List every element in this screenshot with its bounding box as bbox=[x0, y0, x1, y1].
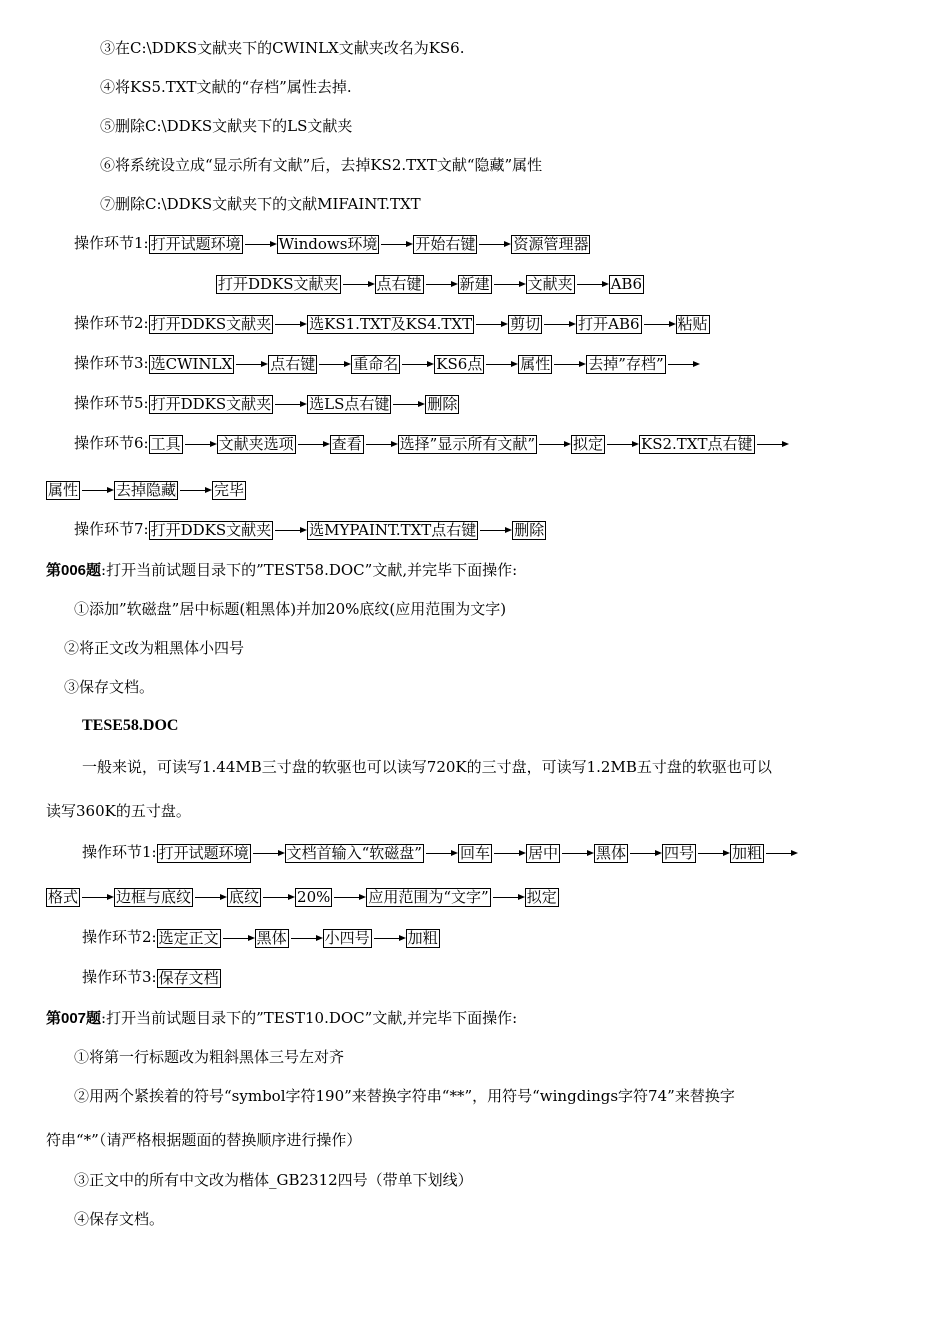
step-label: 操作环节3: bbox=[82, 968, 157, 986]
step-box: 格式 bbox=[48, 887, 79, 906]
arrow-icon bbox=[552, 356, 586, 373]
step-box: 粘贴 bbox=[677, 314, 708, 333]
q006-item-1: ①添加”软磁盘”居中标题(粗黑体)并加20%底纹(应用范围为文字) bbox=[74, 600, 507, 618]
arrow-icon bbox=[484, 356, 518, 373]
q006-item-3: ③保存文档。 bbox=[64, 678, 155, 696]
step-box: 打开试题环境 bbox=[150, 234, 241, 253]
arrow-icon bbox=[477, 236, 511, 253]
step-box: 文献夹 bbox=[527, 274, 573, 293]
step-box: 点右键 bbox=[270, 354, 316, 373]
q005-step-3 bbox=[74, 353, 700, 374]
step-box: 重命名 bbox=[353, 354, 399, 373]
step-box: 边框与底纹 bbox=[116, 887, 192, 906]
step-box: 拟定 bbox=[573, 434, 604, 453]
arrow-icon bbox=[755, 436, 789, 453]
q006-heading bbox=[46, 560, 517, 581]
arrow-icon bbox=[400, 356, 434, 373]
step-label: 操作环节5: bbox=[74, 394, 149, 412]
arrow-icon bbox=[492, 276, 526, 293]
q005-item-5: ⑤删除C:\DDKS文献夹下的LS文献夹 bbox=[100, 117, 353, 135]
arrow-icon bbox=[424, 845, 458, 862]
q007-item-2: ②用两个紧挨着的符号“symbol字符190”来替换字符串“**”，用符号“wingdings字符74”来替换字 bbox=[74, 1087, 735, 1105]
q005-step-6-cont bbox=[46, 479, 246, 500]
step-box: 删除 bbox=[427, 394, 458, 413]
step-box: 小四号 bbox=[324, 928, 370, 947]
step-box: 文献夹选项 bbox=[218, 434, 294, 453]
step-box: 选择”显示所有文献” bbox=[399, 434, 535, 453]
step-label: 操作环节1: bbox=[74, 234, 149, 252]
step-box: 选MYPAINT.TXT点右键 bbox=[309, 520, 477, 539]
step-box: 文档首输入“软磁盘” bbox=[286, 843, 422, 862]
q007-item-2-cont: 符串“*”（请严格根据题面的替换顺序进行操作） bbox=[46, 1131, 362, 1149]
doc-title: TESE58.DOC bbox=[82, 717, 179, 734]
step-label: 操作环节3: bbox=[74, 354, 149, 372]
q005-step-5 bbox=[74, 393, 459, 414]
arrow-icon bbox=[273, 396, 307, 413]
step-box: AB6 bbox=[610, 274, 642, 293]
doc-paragraph-line-2: 读写360K的五寸盘。 bbox=[46, 802, 191, 820]
step-box: 打开DDKS文献夹 bbox=[218, 274, 339, 293]
step-box: 打开AB6 bbox=[578, 314, 640, 333]
q005-item-7: ⑦删除C:\DDKS文献夹下的文献MIFAINT.TXT bbox=[100, 195, 421, 213]
arrow-icon bbox=[542, 316, 576, 333]
q005-item-4: ④将KS5.TXT文献的“存档”属性去掉. bbox=[100, 78, 352, 96]
arrow-icon bbox=[474, 316, 508, 333]
question-text: :打开当前试题目录下的”TEST58.DOC”文献,并完毕下面操作: bbox=[101, 561, 518, 579]
q007-item-1: ①将第一行标题改为粗斜黑体三号左对齐 bbox=[74, 1048, 345, 1066]
step-box: 打开DDKS文献夹 bbox=[150, 314, 272, 333]
step-box: 去掉”存档” bbox=[588, 354, 664, 373]
q006-step-2 bbox=[82, 927, 440, 948]
step-label: 操作环节2: bbox=[74, 314, 149, 332]
step-box: 删除 bbox=[514, 520, 545, 539]
step-box: 完毕 bbox=[214, 480, 245, 499]
doc-paragraph-line-1: 一般来说，可读写1.44MB三寸盘的软驱也可以读写720K的三寸盘，可读写1.2MB五寸盘的软驱也可以 bbox=[82, 758, 772, 776]
step-box: Windows环境 bbox=[278, 234, 378, 253]
step-label: 操作环节2: bbox=[82, 928, 157, 946]
arrow-icon bbox=[764, 845, 798, 862]
arrow-icon bbox=[537, 436, 571, 453]
step-box: 资源管理器 bbox=[513, 234, 589, 253]
step-box: 属性 bbox=[520, 354, 551, 373]
step-box: 选CWINLX bbox=[150, 354, 233, 373]
step-box: 开始右键 bbox=[415, 234, 476, 253]
arrow-icon bbox=[289, 930, 323, 947]
step-box: 选KS1.TXT及KS4.TXT bbox=[309, 314, 473, 333]
arrow-icon bbox=[296, 436, 330, 453]
step-box: 工具 bbox=[150, 434, 181, 453]
q007-item-3: ③正文中的所有中文改为楷体_GB2312四号（带单下划线） bbox=[74, 1171, 473, 1189]
arrow-icon bbox=[364, 436, 398, 453]
step-box: 查看 bbox=[331, 434, 362, 453]
arrow-icon bbox=[80, 889, 114, 906]
arrow-icon bbox=[391, 396, 425, 413]
q005-step-1-cont bbox=[216, 273, 644, 294]
q005-item-6: ⑥将系统设立成“显示所有文献”后，去掉KS2.TXT文献“隐藏”属性 bbox=[100, 156, 543, 174]
step-box: 打开DDKS文献夹 bbox=[150, 394, 272, 413]
step-box: 四号 bbox=[664, 843, 695, 862]
arrow-icon bbox=[243, 236, 277, 253]
arrow-icon bbox=[666, 356, 700, 373]
question-number: 第006题 bbox=[46, 562, 102, 579]
step-label: 操作环节7: bbox=[74, 520, 149, 538]
step-box: 黑体 bbox=[596, 843, 627, 862]
q005-step-1 bbox=[74, 233, 590, 254]
step-box: 剪切 bbox=[510, 314, 541, 333]
q006-step-1-cont bbox=[46, 886, 559, 907]
arrow-icon bbox=[492, 845, 526, 862]
step-box: 加粗 bbox=[407, 928, 438, 947]
arrow-icon bbox=[261, 889, 295, 906]
step-box: 选LS点右键 bbox=[309, 394, 390, 413]
arrow-icon bbox=[234, 356, 268, 373]
step-box: 属性 bbox=[48, 480, 79, 499]
step-box: 打开试题环境 bbox=[158, 843, 249, 862]
question-number: 第007题 bbox=[46, 1010, 102, 1027]
q005-step-6 bbox=[74, 433, 789, 454]
step-box: 黑体 bbox=[256, 928, 287, 947]
step-box: KS2.TXT点右键 bbox=[641, 434, 753, 453]
step-box: 新建 bbox=[459, 274, 490, 293]
step-box: 保存文档 bbox=[158, 968, 219, 987]
step-label: 操作环节1: bbox=[82, 843, 157, 861]
question-text: :打开当前试题目录下的”TEST10.DOC”文献,并完毕下面操作: bbox=[101, 1009, 518, 1027]
arrow-icon bbox=[560, 845, 594, 862]
arrow-icon bbox=[372, 930, 406, 947]
step-box: 选定正文 bbox=[158, 928, 219, 947]
arrow-icon bbox=[628, 845, 662, 862]
step-box: KS6点 bbox=[436, 354, 483, 373]
arrow-icon bbox=[273, 316, 307, 333]
step-box: 拟定 bbox=[526, 887, 557, 906]
q005-item-3: ③在C:\DDKS文献夹下的CWINLX文献夹改名为KS6. bbox=[100, 39, 465, 57]
step-box: 点右键 bbox=[376, 274, 422, 293]
arrow-icon bbox=[491, 889, 525, 906]
arrow-icon bbox=[273, 522, 307, 539]
step-box: 应用范围为“文字” bbox=[368, 887, 489, 906]
q007-item-4: ④保存文档。 bbox=[74, 1210, 165, 1228]
step-box: 底纹 bbox=[229, 887, 260, 906]
q005-step-2 bbox=[74, 313, 710, 334]
q006-item-2: ②将正文改为粗黑体小四号 bbox=[64, 639, 245, 657]
step-box: 居中 bbox=[527, 843, 558, 862]
q007-heading bbox=[46, 1008, 517, 1029]
arrow-icon bbox=[251, 845, 285, 862]
q005-step-7 bbox=[74, 519, 546, 540]
arrow-icon bbox=[575, 276, 609, 293]
step-box: 打开DDKS文献夹 bbox=[150, 520, 272, 539]
arrow-icon bbox=[317, 356, 351, 373]
arrow-icon bbox=[696, 845, 730, 862]
step-label: 操作环节6: bbox=[74, 434, 149, 452]
arrow-icon bbox=[341, 276, 375, 293]
arrow-icon bbox=[605, 436, 639, 453]
q006-step-1 bbox=[82, 842, 798, 863]
arrow-icon bbox=[424, 276, 458, 293]
arrow-icon bbox=[221, 930, 255, 947]
step-box: 回车 bbox=[459, 843, 490, 862]
arrow-icon bbox=[642, 316, 676, 333]
step-box: 20% bbox=[297, 887, 331, 906]
step-box: 加粗 bbox=[732, 843, 763, 862]
arrow-icon bbox=[183, 436, 217, 453]
arrow-icon bbox=[178, 482, 212, 499]
arrow-icon bbox=[379, 236, 413, 253]
q006-step-3 bbox=[82, 967, 221, 988]
arrow-icon bbox=[478, 522, 512, 539]
arrow-icon bbox=[332, 889, 366, 906]
arrow-icon bbox=[80, 482, 114, 499]
arrow-icon bbox=[193, 889, 227, 906]
step-box: 去掉隐藏 bbox=[116, 480, 177, 499]
